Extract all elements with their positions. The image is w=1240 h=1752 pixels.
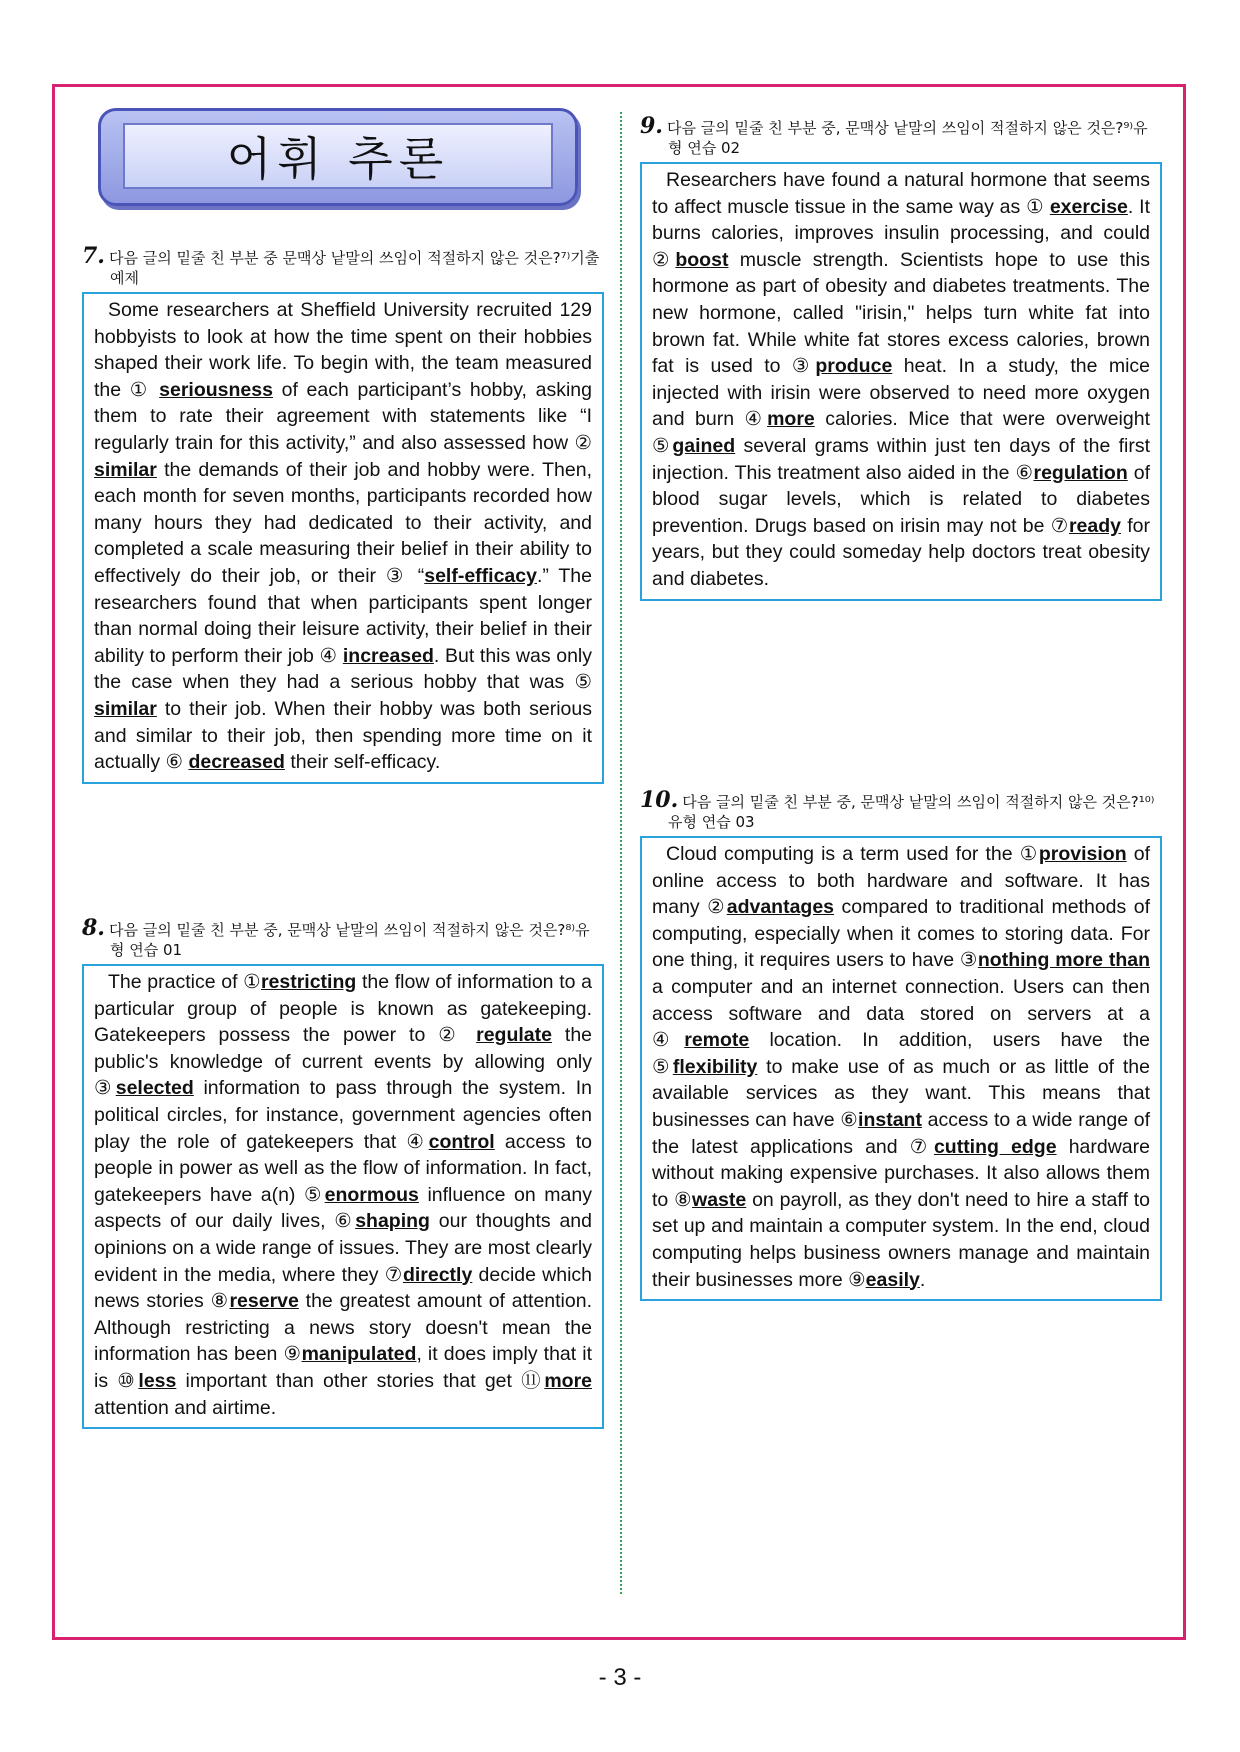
underlined-word: waste: [692, 1188, 747, 1211]
passage-span: hardware without making expensive purchases. It also allows them to ⑧: [652, 1135, 1150, 1211]
underlined-word: remote: [684, 1029, 750, 1052]
question-header: [82, 915, 604, 960]
underlined-word: more: [767, 408, 815, 431]
passage-span: , it does imply that it is ⑩: [94, 1343, 592, 1392]
passage-span: of online access to both hardware and software. It has many ②: [652, 843, 1150, 919]
underlined-word: shaping: [355, 1210, 430, 1233]
question-8: [82, 915, 604, 1429]
page-number: - 3 -: [598, 1664, 642, 1691]
passage-span: . It burns calories, improves insulin processing, and could ②: [652, 195, 1150, 271]
passage-span: of blood sugar levels, which is related to diabetes prevention. Drugs based on irisin may not be ⑦: [652, 461, 1150, 537]
underlined-word: manipulated: [301, 1343, 417, 1366]
question-header: [82, 243, 604, 288]
section-title-inner: [123, 123, 553, 189]
underlined-word: less: [138, 1369, 177, 1392]
passage-span: of each participant’s hobby, asking them to rate their agreement with statements like “I regularly train for this activity,” and also assessed how ②: [94, 378, 592, 454]
underlined-word: gained: [672, 434, 736, 457]
underlined-word: cutting edge: [933, 1135, 1057, 1158]
underlined-word: decreased: [188, 751, 285, 774]
passage-span: heat. In a study, the mice injected with irisin were observed to need more oxygen and burn ④: [652, 355, 1151, 431]
question-instruction: 다음 글의 밑줄 친 부분 중, 문맥상 낱말의 쓰임이 적절하지 않은 것은?⁹⁾유형 연습 02: [666, 119, 1148, 157]
passage-span: several grams within just ten days of the first injection. This treatment also aided in the ⑥: [652, 434, 1150, 484]
underlined-word: selected: [115, 1077, 194, 1100]
question-10: [640, 787, 1162, 1301]
passage-span: important than other stories that get ⑪: [176, 1369, 545, 1392]
passage-span: on payroll, as they don't need to hire a staff to set up and maintain a computer system. In the end, cloud computing helps business owners manage and maintain their businesses more ⑨: [652, 1188, 1150, 1291]
underlined-word: ready: [1068, 514, 1122, 537]
question-instruction: 다음 글의 밑줄 친 부분 중 문맥상 낱말의 쓰임이 적절하지 않은 것은?⁷⁾기출예제: [108, 249, 600, 287]
question-9: [640, 113, 1162, 601]
underlined-word: easily: [865, 1268, 920, 1291]
question-7: [82, 243, 604, 784]
underlined-word: seriousness: [159, 378, 273, 401]
question-header: [640, 113, 1162, 158]
underlined-word: nothing more than: [977, 949, 1150, 972]
passage-span: information to pass through the system. In political circles, for instance, government agencies often play the role of gatekeepers that ④: [94, 1077, 592, 1153]
passage-box: [640, 836, 1162, 1301]
passage-span: attention and airtime.: [94, 1396, 277, 1419]
question-header: [640, 787, 1162, 832]
passage-span: the public's knowledge of current events by allowing only ③: [94, 1024, 593, 1100]
passage-span: The practice of ①: [108, 971, 261, 993]
underlined-word: instant: [858, 1108, 922, 1131]
underlined-word: provision: [1038, 843, 1127, 865]
passage-span: location. In addition, users have the ⑤: [652, 1029, 1151, 1078]
underlined-word: exercise: [1049, 195, 1128, 218]
passage-span: Some researchers at Sheffield University recruited 129 hobbyists to look at how the time spent on their hobbies shaped their work life. To begin with, the team measured the ①: [94, 299, 592, 401]
underlined-word: more: [544, 1369, 592, 1392]
passage-span: . But this was only the case when they had a serious hobby that was ⑤: [94, 644, 592, 694]
passage-box: [640, 162, 1162, 601]
question-instruction: 다음 글의 밑줄 친 부분 중, 문맥상 낱말의 쓰임이 적절하지 않은 것은?¹⁰⁾유형 연습 03: [668, 793, 1155, 831]
passage-span: Cloud computing is a term used for the ①: [666, 843, 1039, 865]
passage-text: [652, 841, 1150, 1293]
passage-span: .: [919, 1268, 926, 1291]
passage-span: muscle strength. Scientists hope to use this hormone as part of obesity and diabetes treatments. The new hormone, called "irisin," helps turn white fat into brown fat. While white fat stores excess calories, brown fat is used to ③: [652, 248, 1150, 378]
underlined-word: similar: [94, 458, 157, 481]
passage-span: .” The researchers found that when participants spent longer than normal doing their leisure activity, their belief in their ability to perform their job ④: [94, 564, 593, 667]
question-number: 8.: [82, 915, 105, 941]
underlined-word: reserve: [229, 1290, 299, 1313]
section-title: 어휘 추론: [226, 132, 450, 186]
passage-span: influence on many aspects of our daily lives, ⑥: [94, 1183, 592, 1233]
underlined-word: flexibility: [672, 1055, 758, 1078]
question-number: 7.: [82, 243, 105, 269]
passage-text: [94, 297, 592, 776]
column-divider: [620, 112, 622, 1594]
passage-span: their self-efficacy.: [284, 751, 441, 774]
underlined-word: restricting: [260, 971, 357, 993]
section-title-box: [98, 108, 578, 206]
passage-span: our thoughts and opinions on a wide range of issues. They are most clearly evident in the media, where they ⑦: [94, 1210, 592, 1286]
passage-span: Researchers have found a natural hormone that seems to affect muscle tissue in the same way as ①: [652, 169, 1150, 218]
underlined-word: increased: [342, 644, 434, 667]
passage-text: [94, 969, 592, 1421]
underlined-word: control: [428, 1130, 495, 1153]
passage-text: [652, 167, 1150, 593]
passage-span: decide which news stories ⑧: [94, 1263, 592, 1313]
underlined-word: produce: [815, 355, 893, 378]
passage-span: for years, but they could someday help doctors treat obesity and diabetes.: [652, 514, 1150, 590]
underlined-word: self-efficacy: [424, 564, 537, 587]
passage-span: calories. Mice that were overweight ⑤: [652, 408, 1150, 457]
passage-span: to their job. When their hobby was both serious and similar to their job, then spending more time on it actually ⑥: [94, 697, 592, 774]
passage-box: [82, 964, 604, 1429]
question-number: 10.: [640, 787, 679, 813]
question-instruction: 다음 글의 밑줄 친 부분 중, 문맥상 낱말의 쓰임이 적절하지 않은 것은?⁸⁾유형 연습 01: [108, 921, 590, 959]
underlined-word: advantages: [726, 896, 835, 919]
passage-span: the greatest amount of attention. Although restricting a news story doesn't mean the information has been ⑨: [94, 1290, 592, 1366]
passage-span: the flow of information to a particular group of people is known as gatekeeping. Gatekeepers possess the power to ②: [94, 971, 592, 1047]
passage-span: a computer and an internet connection. Users can then access software and data stored on servers at a ④: [652, 975, 1150, 1052]
passage-span: access to a wide range of the latest applications and ⑦: [652, 1108, 1150, 1158]
passage-span: compared to traditional methods of computing, especially when it comes to storing data. For one thing, it requires users to have ③: [652, 896, 1151, 972]
underlined-word: regulation: [1033, 461, 1128, 484]
underlined-word: enormous: [324, 1183, 419, 1206]
underlined-word: regulate: [476, 1024, 552, 1047]
passage-box: [82, 292, 604, 784]
passage-span: access to people in power as well as the flow of information. In fact, gatekeepers have a(n) ⑤: [94, 1130, 592, 1206]
underlined-word: similar: [94, 697, 157, 720]
passage-span: to make use of as much or as little of the available services as they want. This means that businesses can have ⑥: [652, 1055, 1150, 1131]
underlined-word: boost: [675, 248, 729, 271]
passage-span: the demands of their job and hobby were. Then, each month for seven months, participants recorded how many hours they had dedicated to their activity, and completed a scale measuring their belief in their ability to effectively do their job, or their ③ “: [94, 458, 592, 587]
question-number: 9.: [640, 113, 663, 139]
underlined-word: directly: [402, 1263, 473, 1286]
